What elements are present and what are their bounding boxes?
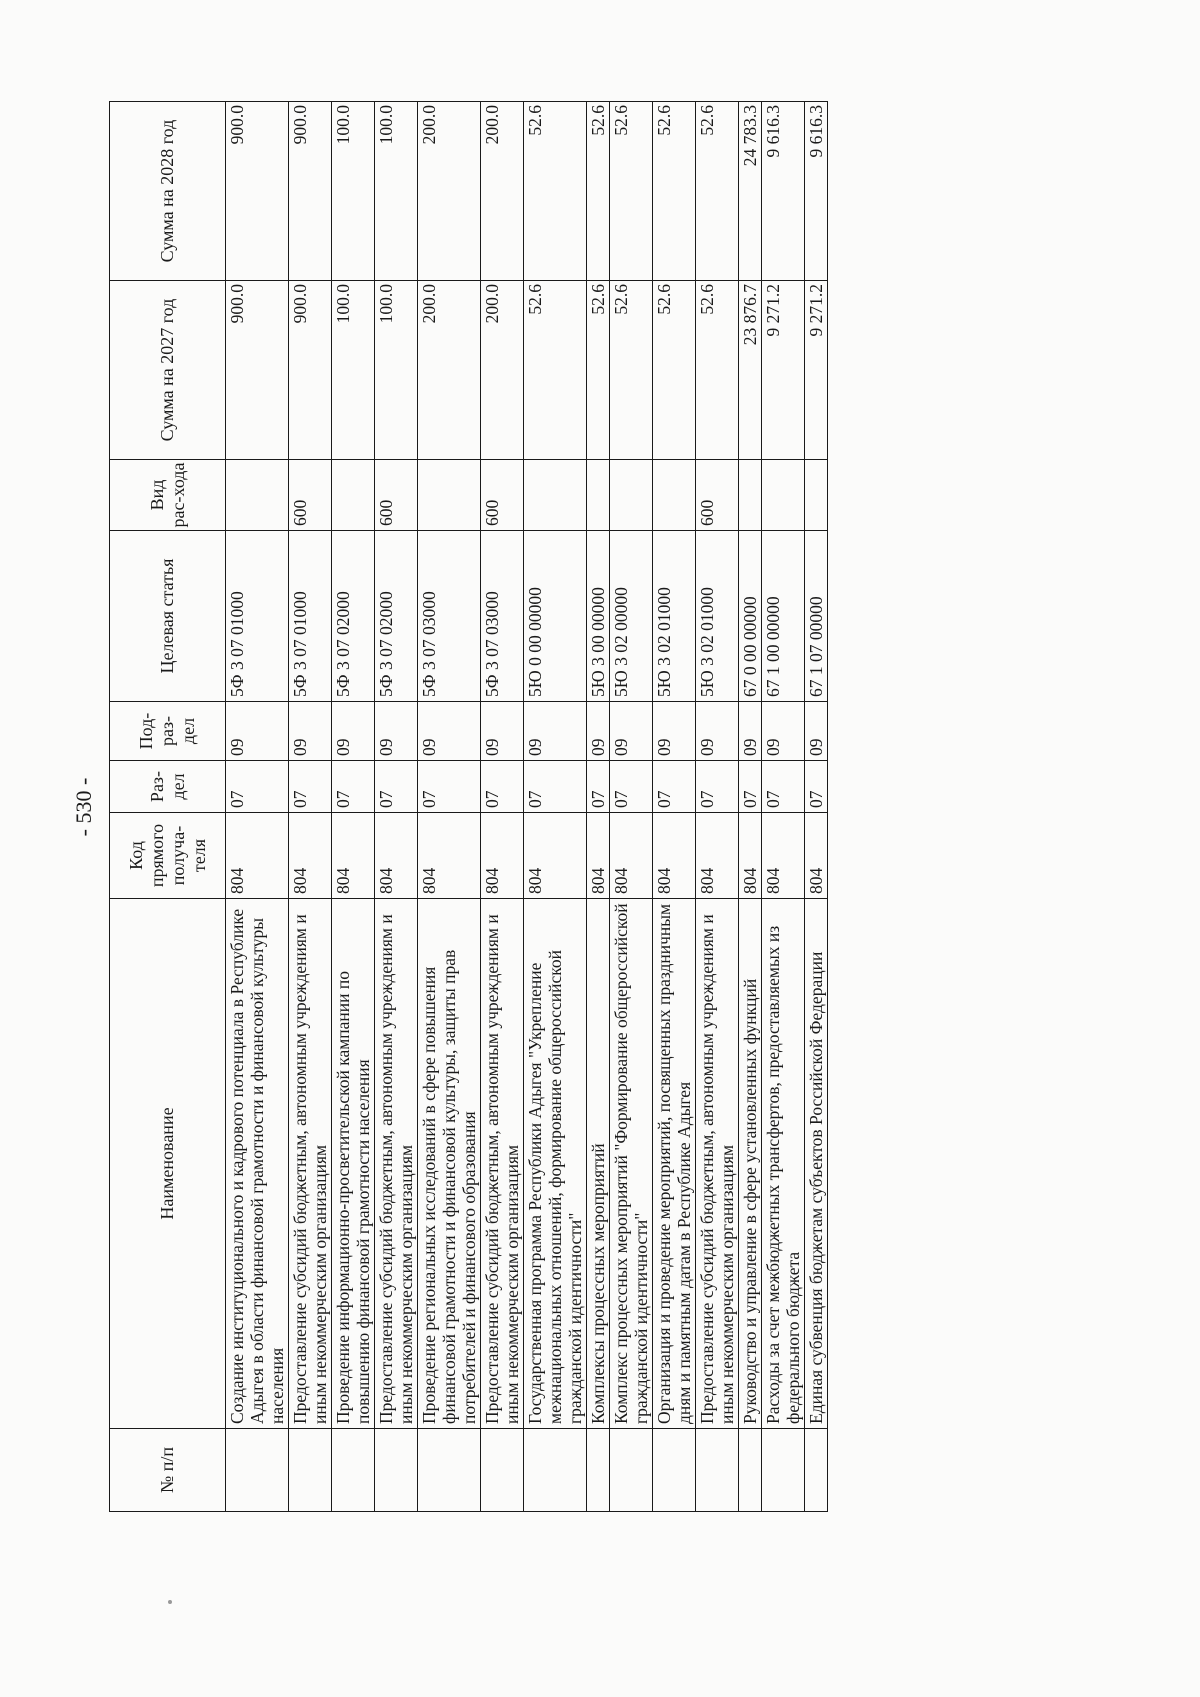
cell-name: Комплекс процессных мероприятий "Формирование общероссийской гражданской идентичности"	[610, 899, 653, 1429]
cell-subsection: 09	[481, 702, 524, 761]
cell-name: Проведение региональных исследований в сфере повышения финансовой грамотности и финансовой культуры, защиты прав потребителей и финансового образования	[418, 899, 481, 1429]
cell-subsection: 09	[524, 702, 587, 761]
cell-num	[762, 1429, 805, 1512]
cell-sum-2027: 100.0	[332, 281, 375, 460]
cell-name: Организация и проведение мероприятий, посвященных праздничным дням и памятным датам в Республике Адыгея	[653, 899, 696, 1429]
cell-name: Предоставление субсидий бюджетным, автономным учреждениям и иным некоммерческим организациям	[375, 899, 418, 1429]
header-recipient-code: Код прямого получа-теля	[110, 813, 226, 899]
cell-target-article: 5Ф 3 07 02000	[332, 531, 375, 702]
table-header-row	[110, 102, 226, 1512]
cell-subsection: 09	[696, 702, 739, 761]
cell-subsection: 09	[762, 702, 805, 761]
cell-recipient-code: 804	[653, 813, 696, 899]
cell-num	[696, 1429, 739, 1512]
cell-section: 07	[805, 761, 828, 813]
cell-sum-2027: 52.6	[610, 281, 653, 460]
table-row	[289, 102, 332, 1512]
table-body	[226, 102, 828, 1512]
cell-expense-type	[610, 460, 653, 531]
table-row	[696, 102, 739, 1512]
cell-sum-2027: 9 271.2	[762, 281, 805, 460]
cell-section: 07	[226, 761, 289, 813]
cell-recipient-code: 804	[762, 813, 805, 899]
cell-target-article: 5Ю 3 02 01000	[653, 531, 696, 702]
page-number: - 530 -	[71, 777, 96, 837]
cell-sum-2027: 52.6	[587, 281, 610, 460]
table-row	[653, 102, 696, 1512]
cell-name: Руководство и управление в сфере установленных функций	[739, 899, 762, 1429]
header-expense-type: Вид рас-хода	[110, 460, 226, 531]
cell-section: 07	[332, 761, 375, 813]
cell-recipient-code: 804	[696, 813, 739, 899]
cell-target-article: 5Ф 3 07 03000	[481, 531, 524, 702]
cell-expense-type	[762, 460, 805, 531]
cell-subsection: 09	[418, 702, 481, 761]
budget-table	[109, 101, 828, 1512]
cell-sum-2027: 900.0	[289, 281, 332, 460]
cell-sum-2028: 200.0	[418, 102, 481, 281]
header-sum-2027: Сумма на 2027 год	[110, 281, 226, 460]
cell-expense-type: 600	[289, 460, 332, 531]
cell-sum-2027: 52.6	[653, 281, 696, 460]
cell-recipient-code: 804	[289, 813, 332, 899]
cell-section: 07	[653, 761, 696, 813]
cell-expense-type	[739, 460, 762, 531]
cell-expense-type	[653, 460, 696, 531]
cell-target-article: 5Ф 3 07 01000	[226, 531, 289, 702]
header-sum-2028: Сумма на 2028 год	[110, 102, 226, 281]
cell-name: Предоставление субсидий бюджетным, автономным учреждениям и иным некоммерческим организациям	[289, 899, 332, 1429]
table-row	[805, 102, 828, 1512]
cell-num	[653, 1429, 696, 1512]
cell-recipient-code: 804	[805, 813, 828, 899]
table-row	[418, 102, 481, 1512]
cell-section: 07	[696, 761, 739, 813]
cell-subsection: 09	[587, 702, 610, 761]
cell-target-article: 5Ф 3 07 02000	[375, 531, 418, 702]
cell-section: 07	[524, 761, 587, 813]
cell-num	[587, 1429, 610, 1512]
table-row	[226, 102, 289, 1512]
header-num: № п/п	[110, 1429, 226, 1512]
cell-section: 07	[739, 761, 762, 813]
table-row	[481, 102, 524, 1512]
cell-sum-2027: 200.0	[481, 281, 524, 460]
cell-target-article: 5Ю 3 02 01000	[696, 531, 739, 702]
cell-target-article: 5Ю 3 02 00000	[610, 531, 653, 702]
cell-sum-2028: 100.0	[332, 102, 375, 281]
cell-sum-2028: 24 783.3	[739, 102, 762, 281]
cell-sum-2027: 100.0	[375, 281, 418, 460]
cell-num	[610, 1429, 653, 1512]
cell-sum-2027: 52.6	[524, 281, 587, 460]
cell-recipient-code: 804	[375, 813, 418, 899]
cell-recipient-code: 804	[524, 813, 587, 899]
header-name: Наименование	[110, 899, 226, 1429]
table-row	[739, 102, 762, 1512]
cell-sum-2028: 900.0	[289, 102, 332, 281]
cell-subsection: 09	[375, 702, 418, 761]
cell-name: Комплексы процессных мероприятий	[587, 899, 610, 1429]
cell-expense-type: 600	[696, 460, 739, 531]
cell-sum-2027: 900.0	[226, 281, 289, 460]
header-target-article: Целевая статья	[110, 531, 226, 702]
cell-section: 07	[762, 761, 805, 813]
cell-section: 07	[375, 761, 418, 813]
cell-section: 07	[481, 761, 524, 813]
cell-num	[739, 1429, 762, 1512]
cell-recipient-code: 804	[418, 813, 481, 899]
rotated-table-wrapper	[71, 102, 828, 1512]
cell-target-article: 67 1 07 00000	[805, 531, 828, 702]
cell-num	[375, 1429, 418, 1512]
table-row	[762, 102, 805, 1512]
cell-name: Создание институционального и кадрового потенциала в Республике Адыгея в области финансовой грамотности и финансовой культуры населения	[226, 899, 289, 1429]
cell-expense-type	[418, 460, 481, 531]
header-subsection: Под-раз-дел	[110, 702, 226, 761]
cell-sum-2028: 100.0	[375, 102, 418, 281]
cell-name: Предоставление субсидий бюджетным, автономным учреждениям и иным некоммерческим организациям	[696, 899, 739, 1429]
table-row	[524, 102, 587, 1512]
cell-expense-type	[587, 460, 610, 531]
cell-sum-2027: 52.6	[696, 281, 739, 460]
table-row	[375, 102, 418, 1512]
cell-sum-2028: 52.6	[524, 102, 587, 281]
cell-sum-2028: 52.6	[610, 102, 653, 281]
cell-subsection: 09	[332, 702, 375, 761]
cell-sum-2027: 23 876.7	[739, 281, 762, 460]
cell-num	[524, 1429, 587, 1512]
cell-subsection: 09	[289, 702, 332, 761]
table-row	[610, 102, 653, 1512]
cell-sum-2028: 9 616.3	[805, 102, 828, 281]
cell-sum-2028: 9 616.3	[762, 102, 805, 281]
cell-target-article: 5Ф 3 07 03000	[418, 531, 481, 702]
cell-subsection: 09	[739, 702, 762, 761]
header-section: Раз-дел	[110, 761, 226, 813]
cell-section: 07	[418, 761, 481, 813]
cell-expense-type	[524, 460, 587, 531]
cell-subsection: 09	[805, 702, 828, 761]
cell-recipient-code: 804	[332, 813, 375, 899]
cell-expense-type	[332, 460, 375, 531]
cell-expense-type	[226, 460, 289, 531]
cell-sum-2027: 9 271.2	[805, 281, 828, 460]
cell-section: 07	[289, 761, 332, 813]
cell-num	[226, 1429, 289, 1512]
cell-num	[481, 1429, 524, 1512]
cell-subsection: 09	[653, 702, 696, 761]
table-row	[332, 102, 375, 1512]
cell-recipient-code: 804	[610, 813, 653, 899]
cell-expense-type: 600	[481, 460, 524, 531]
cell-expense-type: 600	[375, 460, 418, 531]
cell-sum-2028: 52.6	[587, 102, 610, 281]
cell-recipient-code: 804	[226, 813, 289, 899]
cell-section: 07	[610, 761, 653, 813]
scan-speck	[168, 1600, 172, 1604]
cell-recipient-code: 804	[739, 813, 762, 899]
cell-name: Расходы за счет межбюджетных трансфертов, предоставляемых из федерального бюджета	[762, 899, 805, 1429]
cell-name: Предоставление субсидий бюджетным, автономным учреждениям и иным некоммерческим организациям	[481, 899, 524, 1429]
cell-name: Единая субвенция бюджетам субъектов Российской Федерации	[805, 899, 828, 1429]
cell-sum-2028: 200.0	[481, 102, 524, 281]
cell-target-article: 5Ю 3 00 00000	[587, 531, 610, 702]
cell-num	[805, 1429, 828, 1512]
cell-target-article: 5Ю 0 00 00000	[524, 531, 587, 702]
cell-target-article: 67 1 00 00000	[762, 531, 805, 702]
cell-num	[418, 1429, 481, 1512]
cell-target-article: 67 0 00 00000	[739, 531, 762, 702]
cell-sum-2027: 200.0	[418, 281, 481, 460]
cell-num	[332, 1429, 375, 1512]
cell-num	[289, 1429, 332, 1512]
cell-recipient-code: 804	[481, 813, 524, 899]
cell-section: 07	[587, 761, 610, 813]
table-row	[587, 102, 610, 1512]
cell-sum-2028: 900.0	[226, 102, 289, 281]
cell-expense-type	[805, 460, 828, 531]
cell-name: Проведение информационно-просветительской кампании по повышению финансовой грамотности населения	[332, 899, 375, 1429]
cell-recipient-code: 804	[587, 813, 610, 899]
cell-sum-2028: 52.6	[653, 102, 696, 281]
cell-subsection: 09	[226, 702, 289, 761]
cell-subsection: 09	[610, 702, 653, 761]
cell-target-article: 5Ф 3 07 01000	[289, 531, 332, 702]
cell-name: Государственная программа Республики Адыгея "Укрепление межнациональных отношений, формирование общероссийской гражданской идентичности"	[524, 899, 587, 1429]
cell-sum-2028: 52.6	[696, 102, 739, 281]
